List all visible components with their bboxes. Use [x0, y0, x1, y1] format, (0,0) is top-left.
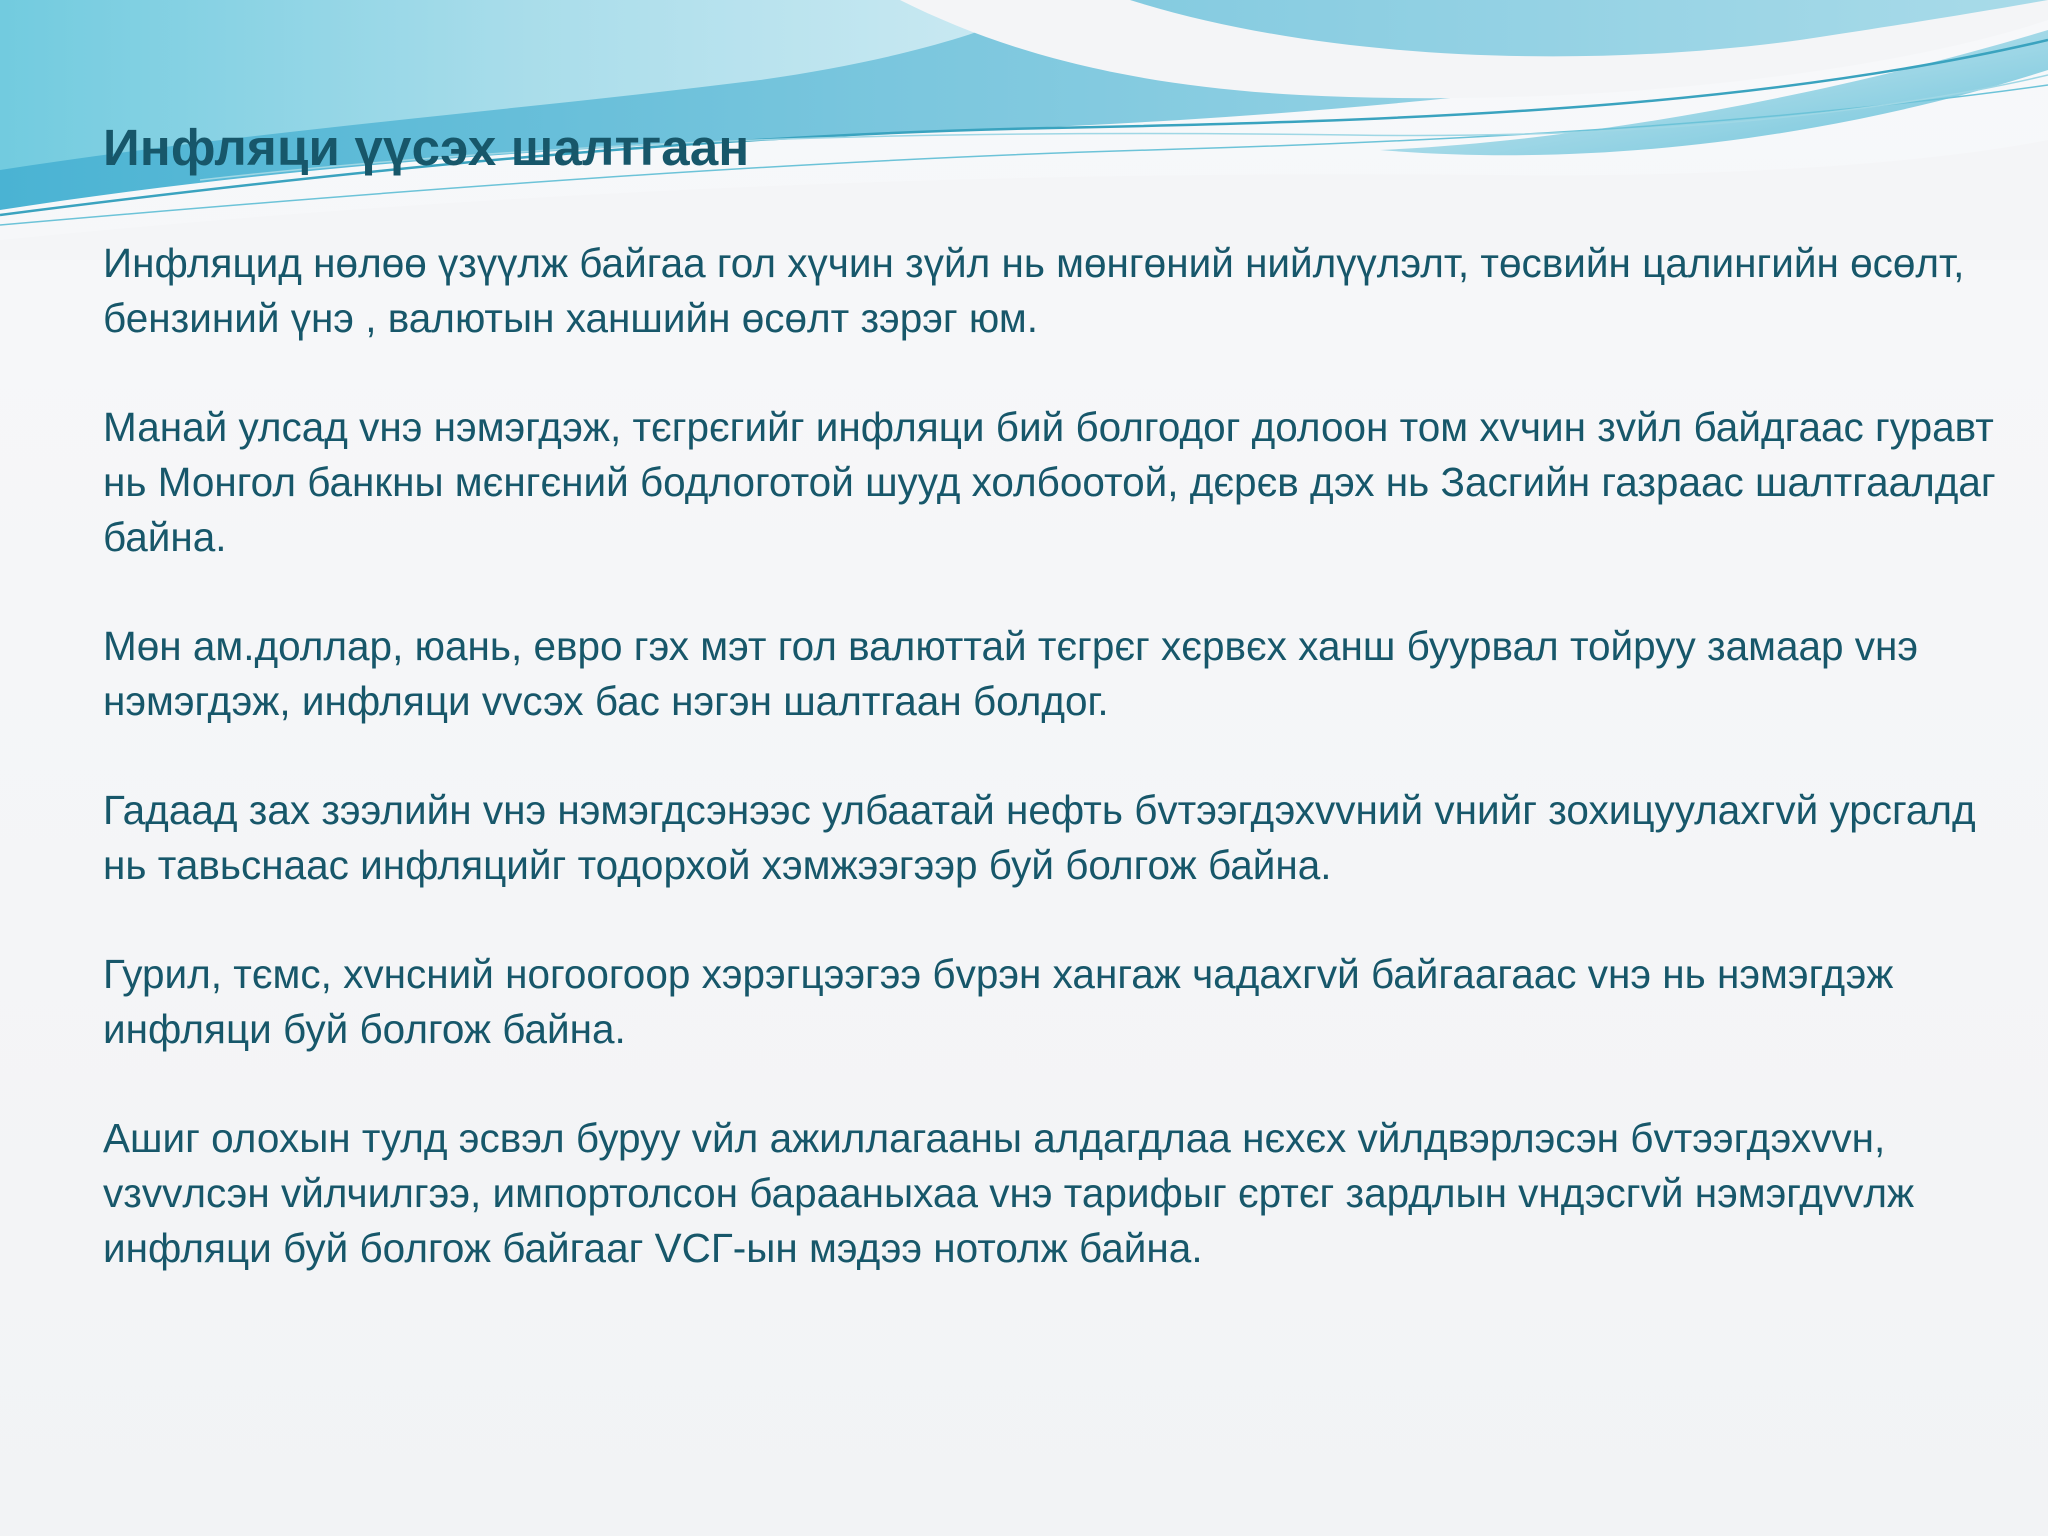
paragraph-4: Гадаад зах зээлийн vнэ нэмэгдсэнээс улбаатай нефть бvтээгдэхvvний vнийг зохицуулахгvй урсгалд нь тавьснаас инфляцийг тодорхой хэмжээгээр буй болгож байна. [103, 787, 1976, 888]
paragraph-3: Мөн ам.доллар, юань, евро гэх мэт гол валюттай тєгрєг хєрвєх ханш буурвал тойруу замаар vнэ нэмэгдэж, инфляци vvсэх бас нэгэн шалтгаан болдог. [103, 623, 1919, 724]
slide-title: Инфляци үүсэх шалтгаан [103, 119, 750, 176]
paragraph-1: Инфляцид нөлөө үзүүлж байгаа гол хүчин зүйл нь мөнгөний нийлүүлэлт, төсвийн цалингийн өсөлт, бензиний үнэ , валютын ханшийн өсөлт зэрэг юм. [103, 240, 1965, 341]
paragraph-6: Ашиг олохын тулд эсвэл буруу vйл ажиллагааны алдагдлаа нєхєх vйлдвэрлэсэн бvтээгдэхvvн, vзvvлсэн vйлчилгээ, импортолсон барааныхаа vнэ тарифыг єртєг зардлын vндэсгvй нэмэгдvvлж инфляци буй болгож байгааг VСГ-ын мэдээ нотолж байна. [103, 1115, 1915, 1271]
slide-body [103, 236, 2003, 1330]
paragraph-2: Манай улсад vнэ нэмэгдэж, тєгрєгийг инфляци бий болгодог долоон том хvчин зvйл байдгаас гуравт нь Монгол банкны мєнгєний бодлоготой шууд холбоотой, дєрєв дэх нь Засгийн газраас шалтгаалдаг байна. [103, 404, 1996, 560]
paragraph-5: Гурил, тємс, хvнсний ногоогоор хэрэгцээгээ бvрэн хангаж чадахгvй байгаагаас vнэ нь нэмэгдэж инфляци буй болгож байна. [103, 951, 1894, 1052]
